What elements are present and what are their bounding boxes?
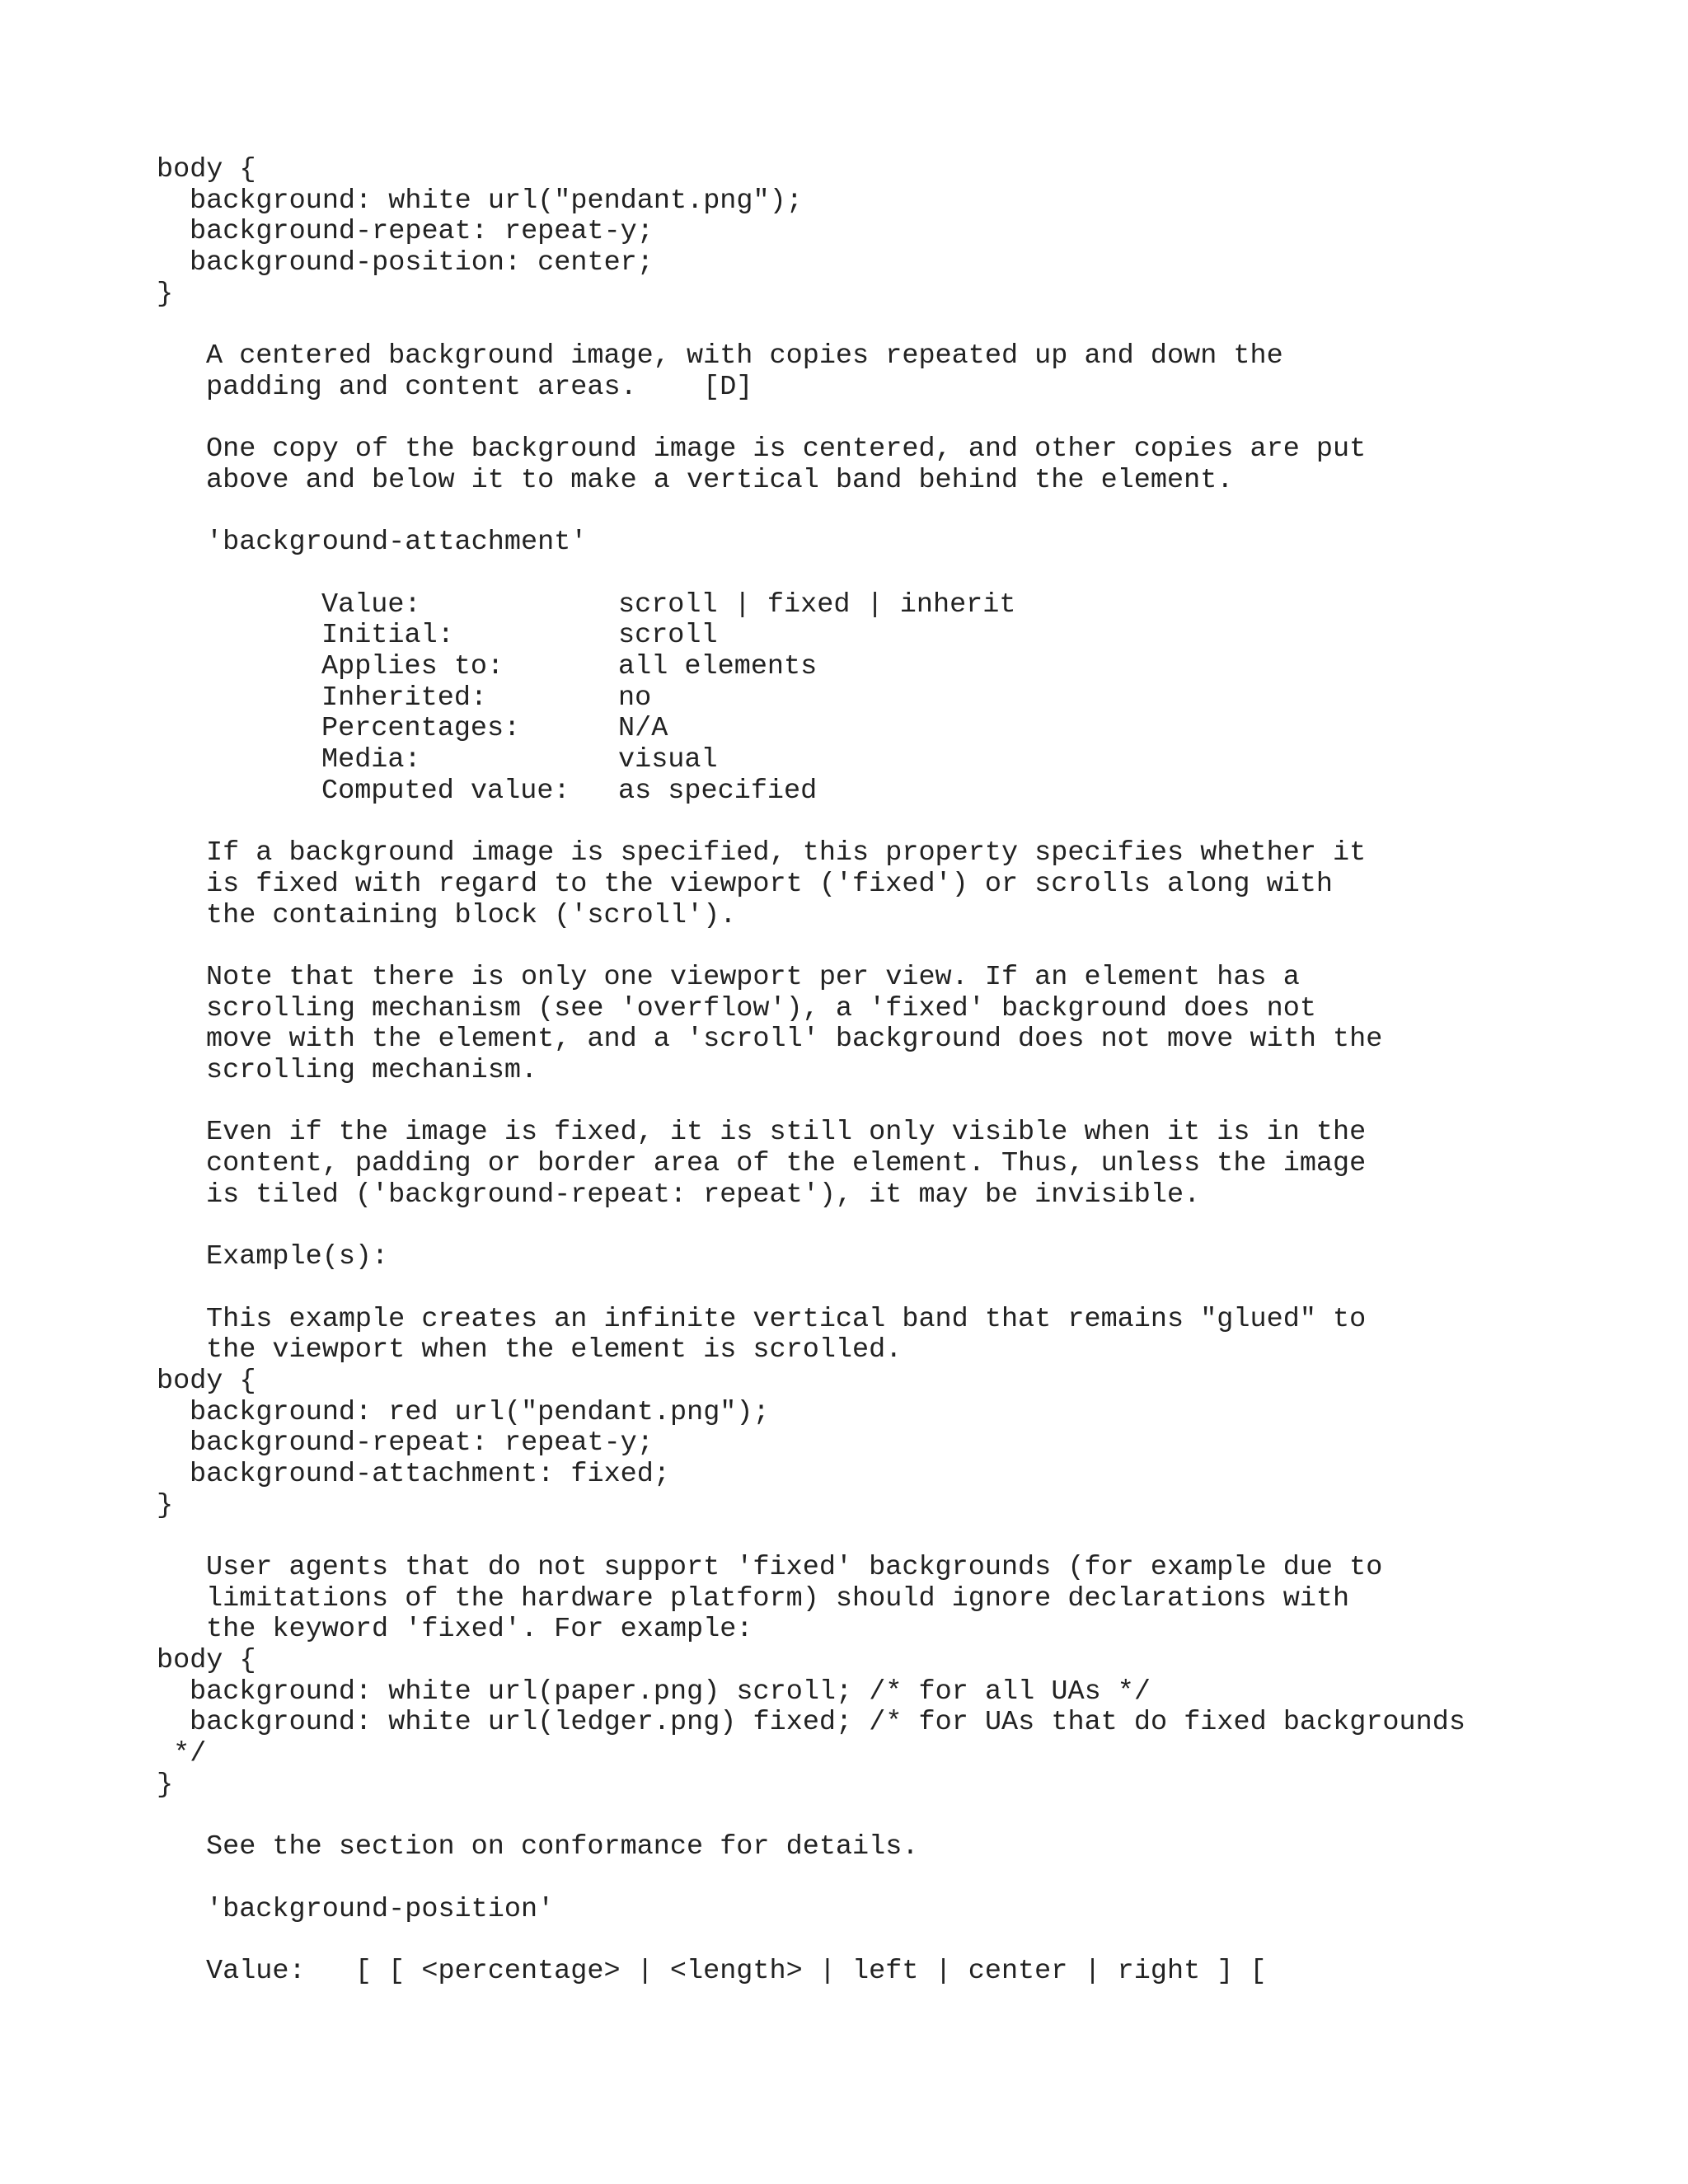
text-line: padding and content areas. [D] bbox=[206, 371, 753, 403]
text-line: A centered background image, with copies repeated up and down the bbox=[206, 340, 1283, 373]
text-line: scrolling mechanism (see 'overflow'), a 'fixed' background does not bbox=[206, 992, 1316, 1024]
code-line: } bbox=[157, 1489, 174, 1521]
paragraph bbox=[157, 838, 1657, 931]
code-line: */ bbox=[157, 1738, 207, 1770]
code-line: background-attachment: fixed; bbox=[190, 1458, 670, 1490]
property-row bbox=[157, 590, 1657, 621]
text-line: is fixed with regard to the viewport ('fixed') or scrolls along with bbox=[206, 868, 1334, 900]
property-value: N/A bbox=[618, 713, 668, 745]
text-line: limitations of the hardware platform) should ignore declarations with bbox=[206, 1582, 1350, 1615]
property-value: visual bbox=[618, 744, 718, 776]
paragraph bbox=[157, 963, 1657, 1087]
code-line: background: white url("pendant.png"); bbox=[190, 185, 803, 217]
property-value: all elements bbox=[618, 651, 818, 683]
code-line: background-position: center; bbox=[190, 247, 654, 279]
code-line: background: white url(ledger.png) fixed; /* for UAs that do fixed backgrounds bbox=[190, 1707, 1465, 1739]
property-table bbox=[157, 590, 1657, 808]
property-row bbox=[157, 745, 1657, 776]
paragraph bbox=[157, 1118, 1657, 1211]
property-row bbox=[157, 621, 1657, 652]
code-line: } bbox=[157, 278, 174, 310]
property-row bbox=[157, 714, 1657, 745]
code-line: body { bbox=[157, 154, 256, 185]
text-line: is tiled ('background-repeat: repeat'), it may be invisible. bbox=[206, 1179, 1201, 1211]
property-value: scroll bbox=[618, 620, 718, 652]
text-line: the containing block ('scroll'). bbox=[206, 899, 737, 931]
text-line: If a background image is specified, this property specifies whether it bbox=[206, 837, 1367, 869]
property-value: no bbox=[618, 682, 652, 714]
text-line: One copy of the background image is centered, and other copies are put bbox=[206, 434, 1367, 466]
property-row bbox=[157, 683, 1657, 715]
property-value-line: Value: [ [ <percentage> | <length> | left | center | right ] [ bbox=[206, 1955, 1267, 1987]
property-row bbox=[157, 652, 1657, 683]
text-line: the viewport when the element is scrolled. bbox=[206, 1334, 903, 1366]
paragraph: See the section on conformance for details. bbox=[206, 1831, 919, 1863]
code-line: background-repeat: repeat-y; bbox=[190, 1427, 654, 1460]
text-line: content, padding or border area of the element. Thus, unless the image bbox=[206, 1148, 1367, 1180]
paragraph bbox=[157, 434, 1657, 496]
code-line: body { bbox=[157, 1645, 256, 1677]
text-line: the keyword 'fixed'. For example: bbox=[206, 1614, 753, 1646]
code-line: body { bbox=[157, 1365, 256, 1397]
code-line: } bbox=[157, 1769, 174, 1801]
paragraph bbox=[157, 341, 1657, 403]
text-line: move with the element, and a 'scroll' background does not move with the bbox=[206, 1024, 1383, 1056]
text-line: This example creates an infinite vertical band that remains "glued" to bbox=[206, 1303, 1367, 1335]
text-line: above and below it to make a vertical band behind the element. bbox=[206, 464, 1234, 496]
code-block bbox=[157, 1646, 1657, 1801]
property-name: 'background-position' bbox=[206, 1893, 555, 1925]
document-page bbox=[157, 155, 1657, 1988]
code-block bbox=[157, 155, 1657, 310]
property-key: Media: bbox=[321, 744, 421, 776]
text-line: User agents that do not support 'fixed' backgrounds (for example due to bbox=[206, 1552, 1383, 1584]
property-value: as specified bbox=[618, 775, 818, 807]
text-line: Note that there is only one viewport per view. If an element has a bbox=[206, 961, 1300, 993]
property-value: scroll | fixed | inherit bbox=[618, 588, 1016, 621]
property-row bbox=[157, 776, 1657, 808]
property-key: Inherited: bbox=[321, 682, 488, 714]
text-line: Even if the image is fixed, it is still only visible when it is in the bbox=[206, 1117, 1367, 1149]
code-block bbox=[157, 1366, 1657, 1521]
code-line: background: white url(paper.png) scroll; /* for all UAs */ bbox=[190, 1675, 1151, 1708]
property-key: Computed value: bbox=[321, 775, 570, 807]
property-key: Value: bbox=[321, 588, 421, 621]
property-key: Initial: bbox=[321, 620, 454, 652]
paragraph bbox=[157, 1305, 1657, 1366]
property-key: Applies to: bbox=[321, 651, 504, 683]
paragraph bbox=[157, 1553, 1657, 1646]
code-line: background: red url("pendant.png"); bbox=[190, 1396, 770, 1428]
examples-label: Example(s): bbox=[206, 1241, 389, 1273]
property-name: 'background-attachment' bbox=[206, 527, 588, 559]
text-line: scrolling mechanism. bbox=[206, 1055, 538, 1087]
property-key: Percentages: bbox=[321, 713, 521, 745]
code-line: background-repeat: repeat-y; bbox=[190, 216, 654, 248]
